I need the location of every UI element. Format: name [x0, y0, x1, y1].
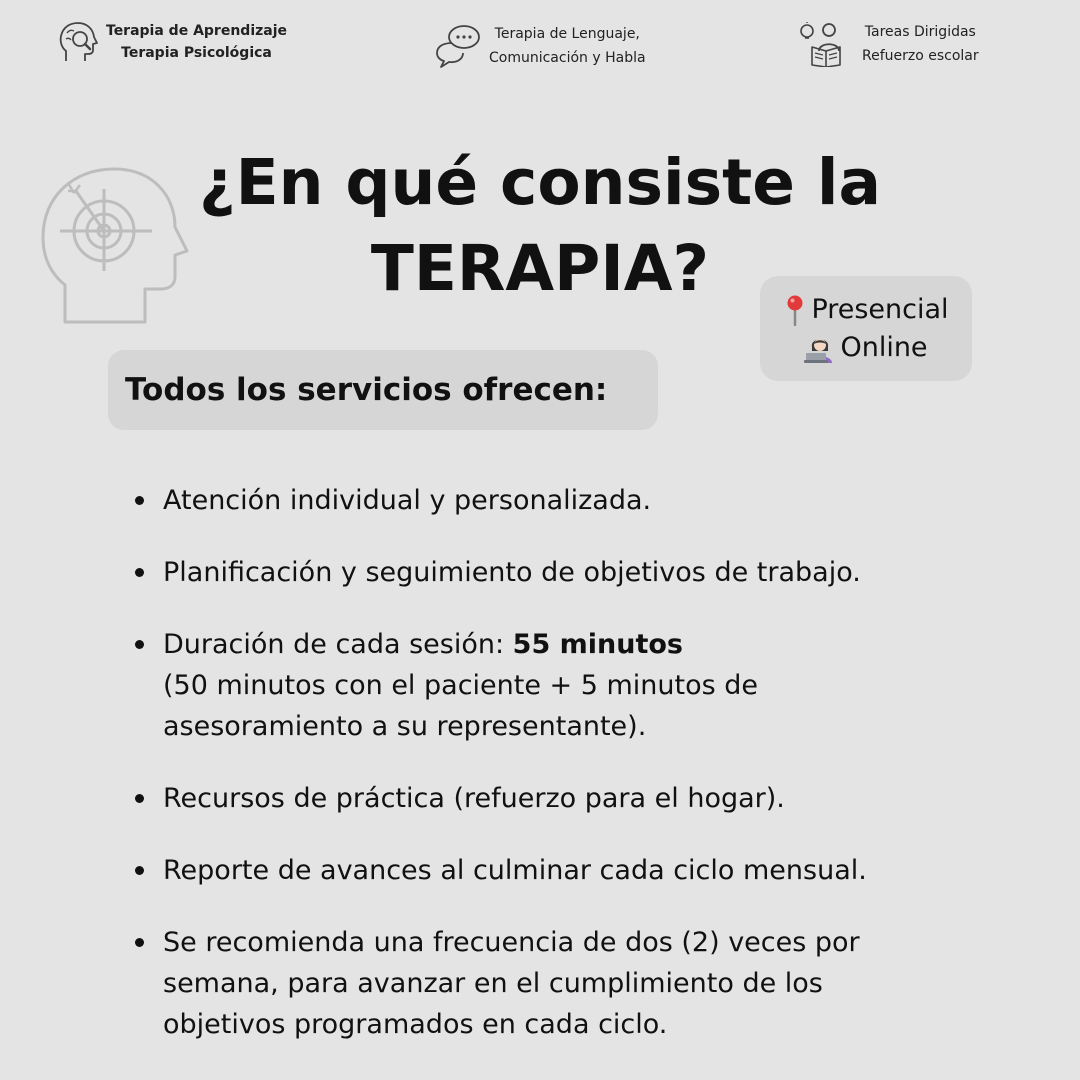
- features-list: [163, 480, 1043, 1076]
- service-learning-psych-label: Terapia de Aprendizaje Terapia Psicológica: [106, 23, 288, 61]
- service-language-speech: [435, 22, 646, 70]
- page-title: ¿En qué consiste la TERAPIA?: [199, 146, 881, 305]
- list-item: Recursos de práctica (refuerzo para el hogar).: [163, 778, 1043, 819]
- student-book-icon: [798, 21, 844, 67]
- list-item: Planificación y seguimiento de objetivos de trabajo.: [163, 552, 1043, 593]
- service-learning-psych: [58, 20, 287, 64]
- woman-laptop-icon: [804, 333, 836, 363]
- list-item: Atención individual y personalizada.: [163, 480, 1043, 521]
- services-heading: Todos los servicios ofrecen:: [125, 372, 608, 408]
- head-magnifier-icon: [58, 21, 100, 63]
- list-item: Reporte de avances al culminar cada ciclo mensual.: [163, 850, 1043, 891]
- mode-presencial-label: Presencial: [811, 293, 949, 325]
- modality-box: [760, 276, 972, 381]
- list-item: Duración de cada sesión: 55 minutos (50 minutos con el paciente + 5 minutos de asesoramiento a su representante).: [163, 624, 1043, 747]
- pin-icon: [783, 294, 807, 326]
- session-duration: 55 minutos: [512, 629, 683, 660]
- mode-online: [804, 329, 927, 367]
- list-item: Se recomienda una frecuencia de dos (2) veces por semana, para avanzar en el cumplimiento de los objetivos programados en cada ciclo.: [163, 922, 1043, 1045]
- service-language-speech-label: Terapia de Lenguaje, Comunicación y Habla: [489, 26, 646, 66]
- mode-presencial: [783, 291, 948, 329]
- service-homework-tutoring: [798, 20, 979, 68]
- mode-online-label: Online: [840, 331, 928, 363]
- chat-bubbles-icon: [435, 23, 481, 69]
- service-homework-tutoring-label: Tareas Dirigidas Refuerzo escolar: [862, 24, 979, 64]
- services-heading-box: [108, 350, 658, 430]
